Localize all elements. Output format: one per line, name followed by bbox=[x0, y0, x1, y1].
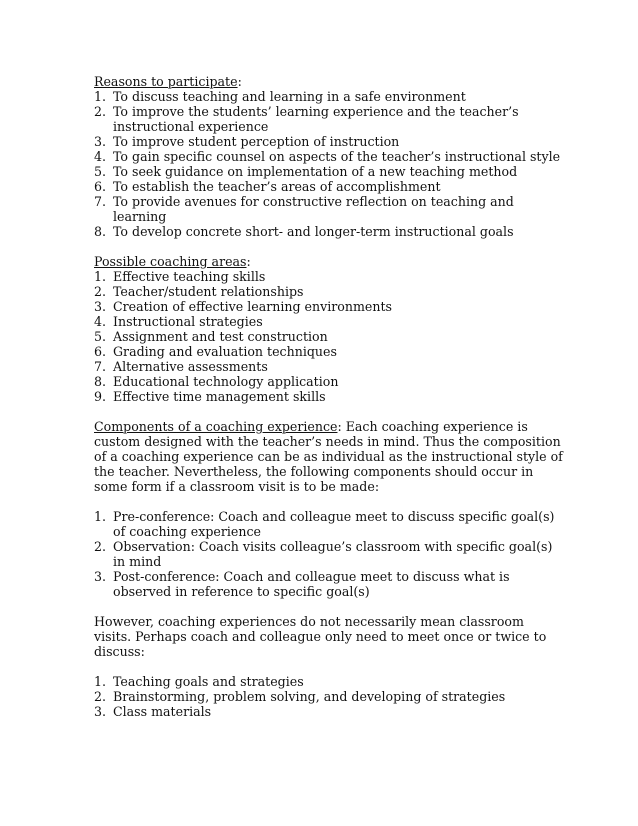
list-item-text: Grading and evaluation techniques bbox=[113, 344, 337, 359]
list-item-number: 2. bbox=[94, 539, 107, 554]
list-item-number: 3. bbox=[94, 299, 107, 314]
list-item bbox=[94, 299, 564, 314]
list-item-text: To seek guidance on implementation of a new teaching method bbox=[113, 164, 518, 179]
list-item bbox=[94, 284, 564, 299]
list-item bbox=[94, 674, 564, 689]
reasons-section bbox=[94, 74, 564, 239]
components-section bbox=[94, 419, 564, 599]
list-item-number: 6. bbox=[94, 344, 107, 359]
list-item-number: 2. bbox=[94, 104, 107, 119]
list-item bbox=[94, 689, 564, 704]
list-item-number: 2. bbox=[94, 284, 107, 299]
list-item-text: Educational technology application bbox=[113, 374, 339, 389]
list-item-text: Teaching goals and strategies bbox=[113, 674, 304, 689]
components-paragraph bbox=[94, 419, 564, 494]
list-item-number: 2. bbox=[94, 689, 107, 704]
list-item bbox=[94, 389, 564, 404]
list-item-number: 8. bbox=[94, 224, 107, 239]
alternatives-section bbox=[94, 614, 564, 719]
spacer bbox=[94, 404, 564, 419]
list-item-text: To provide avenues for constructive reflection on teaching and learning bbox=[113, 194, 514, 224]
components-body: : Each coaching experience is custom designed with the teacher’s needs in mind. Thus the composition of a coaching experience can be as individual as the instructional style of the teacher. Nevertheless, the following components should occur in some form if a classroom visit is to be made: bbox=[94, 419, 563, 494]
list-item-number: 3. bbox=[94, 704, 107, 719]
list-item-number: 3. bbox=[94, 569, 107, 584]
list-item-number: 4. bbox=[94, 314, 107, 329]
list-item bbox=[94, 569, 564, 599]
list-item-number: 8. bbox=[94, 374, 107, 389]
list-item-number: 7. bbox=[94, 194, 107, 209]
list-item-text: To establish the teacher’s areas of accomplishment bbox=[113, 179, 441, 194]
reasons-heading-line bbox=[94, 74, 564, 89]
list-item bbox=[94, 134, 564, 149]
list-item-text: Assignment and test construction bbox=[113, 329, 328, 344]
list-item-number: 1. bbox=[94, 269, 107, 284]
areas-heading: Possible coaching areas bbox=[94, 254, 247, 269]
areas-section bbox=[94, 254, 564, 404]
list-item bbox=[94, 89, 564, 104]
list-item-text: To discuss teaching and learning in a safe environment bbox=[113, 89, 466, 104]
list-item-number: 4. bbox=[94, 149, 107, 164]
list-item-number: 5. bbox=[94, 329, 107, 344]
list-item bbox=[94, 329, 564, 344]
areas-list bbox=[94, 269, 564, 404]
list-item-text: Effective time management skills bbox=[113, 389, 326, 404]
alternatives-paragraph: However, coaching experiences do not necessarily mean classroom visits. Perhaps coach and colleague only need to meet once or twice to discuss: bbox=[94, 614, 547, 659]
list-item-text: Post-conference: Coach and colleague meet to discuss what is observed in reference to specific goal(s) bbox=[113, 569, 510, 599]
list-item bbox=[94, 164, 564, 179]
list-item-number: 1. bbox=[94, 674, 107, 689]
list-item bbox=[94, 269, 564, 284]
list-item-text: Creation of effective learning environments bbox=[113, 299, 392, 314]
spacer bbox=[94, 239, 564, 254]
components-list bbox=[94, 509, 564, 599]
list-item-number: 1. bbox=[94, 509, 107, 524]
components-heading: Components of a coaching experience bbox=[94, 419, 338, 434]
list-item bbox=[94, 149, 564, 164]
list-item-text: To improve student perception of instruction bbox=[113, 134, 400, 149]
list-item bbox=[94, 224, 564, 239]
list-item-number: 3. bbox=[94, 134, 107, 149]
list-item bbox=[94, 359, 564, 374]
alternatives-list bbox=[94, 674, 564, 719]
list-item bbox=[94, 104, 564, 134]
list-item-text: To gain specific counsel on aspects of the teacher’s instructional style bbox=[113, 149, 561, 164]
list-item bbox=[94, 374, 564, 389]
list-item-number: 5. bbox=[94, 164, 107, 179]
list-item-text: Alternative assessments bbox=[113, 359, 268, 374]
list-item-number: 7. bbox=[94, 359, 107, 374]
reasons-heading: Reasons to participate bbox=[94, 74, 238, 89]
list-item-text: Teacher/student relationships bbox=[113, 284, 304, 299]
list-item bbox=[94, 509, 564, 539]
list-item-text: Brainstorming, problem solving, and developing of strategies bbox=[113, 689, 506, 704]
list-item bbox=[94, 344, 564, 359]
reasons-list bbox=[94, 89, 564, 239]
areas-heading-colon: : bbox=[246, 254, 251, 269]
list-item-text: To develop concrete short- and longer-term instructional goals bbox=[113, 224, 514, 239]
spacer bbox=[94, 599, 564, 614]
spacer bbox=[94, 494, 564, 509]
list-item-number: 9. bbox=[94, 389, 107, 404]
spacer bbox=[94, 659, 564, 674]
document-page bbox=[94, 74, 564, 719]
reasons-heading-colon: : bbox=[237, 74, 242, 89]
list-item-text: Observation: Coach visits colleague’s classroom with specific goal(s) in mind bbox=[113, 539, 553, 569]
list-item-number: 1. bbox=[94, 89, 107, 104]
list-item bbox=[94, 314, 564, 329]
list-item bbox=[94, 194, 564, 224]
list-item-text: Pre-conference: Coach and colleague meet to discuss specific goal(s) of coaching experience bbox=[113, 509, 555, 539]
areas-heading-line bbox=[94, 254, 564, 269]
list-item bbox=[94, 539, 564, 569]
list-item bbox=[94, 179, 564, 194]
list-item bbox=[94, 704, 564, 719]
list-item-text: Effective teaching skills bbox=[113, 269, 266, 284]
list-item-text: Class materials bbox=[113, 704, 212, 719]
list-item-text: To improve the students’ learning experience and the teacher’s instructional experience bbox=[113, 104, 519, 134]
list-item-text: Instructional strategies bbox=[113, 314, 263, 329]
list-item-number: 6. bbox=[94, 179, 107, 194]
